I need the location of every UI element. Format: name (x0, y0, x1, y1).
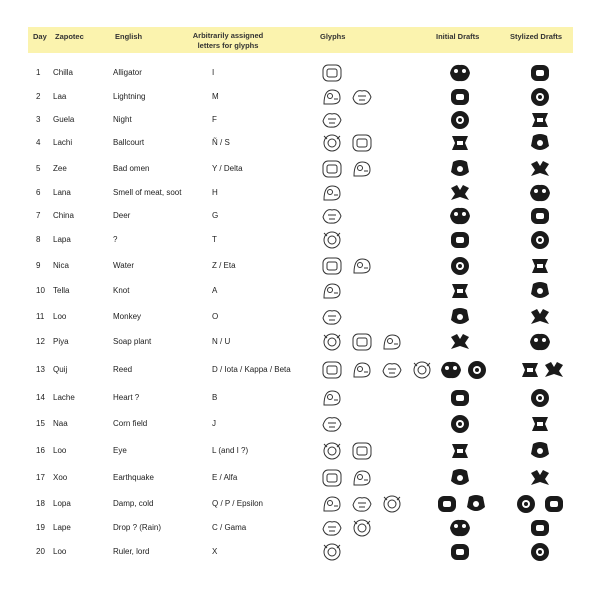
stylized-draft-icon (527, 517, 553, 539)
glyph-sketch-icon (320, 493, 344, 515)
glyph-sketch-icon (350, 440, 374, 462)
stylized-draft-icon (527, 306, 553, 328)
glyph-sketch-icon (320, 517, 344, 539)
glyph-sketch-icon (350, 467, 374, 489)
table-row (0, 183, 600, 203)
stylized-draft-icon (527, 387, 553, 409)
glyph-sketch-icon (320, 62, 344, 84)
glyph-sketch-icon (320, 229, 344, 251)
table-row (0, 110, 600, 130)
stylized-draft-icon (527, 280, 553, 302)
assigned-letters: L (and I ?) (212, 446, 249, 455)
glyph-sketch-icon (350, 158, 374, 180)
glyph-sketch-icon (320, 440, 344, 462)
table-row (0, 542, 600, 562)
assigned-letters: Q / P / Epsilon (212, 499, 263, 508)
glyph-sketch-icon (380, 331, 404, 353)
glyph-sketch-icon (320, 413, 344, 435)
stylized-draft-icon (527, 229, 553, 251)
header-letters-2: letters for glyphs (197, 41, 259, 50)
glyph-sketch-icon (320, 158, 344, 180)
stylized-draft-icon (541, 359, 567, 381)
english-meaning: Ruler, lord (113, 547, 150, 556)
zapotec-name: Quij (53, 365, 68, 374)
table-row (0, 206, 600, 226)
initial-draft-icon (447, 205, 473, 227)
zapotec-name: Laa (53, 92, 67, 101)
day-number: 6 (36, 188, 41, 197)
day-number: 4 (36, 138, 41, 147)
stylized-draft-icon (527, 440, 553, 462)
initial-draft-icon (447, 306, 473, 328)
english-meaning: Earthquake (113, 473, 154, 482)
zapotec-name: Lache (53, 393, 75, 402)
assigned-letters: N / U (212, 337, 231, 346)
table-row (0, 230, 600, 250)
initial-draft-icon (447, 62, 473, 84)
english-meaning: Heart ? (113, 393, 140, 402)
table-row (0, 360, 600, 380)
header-initial: Initial Drafts (436, 32, 480, 41)
table-row (0, 133, 600, 153)
zapotec-name: Chilla (53, 68, 74, 77)
english-meaning: Deer (113, 211, 131, 220)
stylized-draft-icon (527, 255, 553, 277)
initial-draft-icon (447, 517, 473, 539)
zapotec-name: Piya (53, 337, 69, 346)
assigned-letters: Z / Eta (212, 261, 236, 270)
glyph-sketch-icon (350, 132, 374, 154)
english-meaning: Knot (113, 286, 130, 295)
english-meaning: Water (113, 261, 135, 270)
zapotec-name: Lape (53, 523, 71, 532)
table-row (0, 468, 600, 488)
glyph-sketch-icon (320, 255, 344, 277)
day-number: 13 (36, 365, 45, 374)
assigned-letters: A (212, 286, 218, 295)
header-zapotec: Zapotec (55, 32, 84, 41)
initial-draft-icon (447, 440, 473, 462)
stylized-draft-icon (527, 86, 553, 108)
stylized-draft-icon (527, 413, 553, 435)
day-number: 20 (36, 547, 45, 556)
table-row (0, 518, 600, 538)
table-row (0, 307, 600, 327)
stylized-draft-icon (527, 132, 553, 154)
assigned-letters: J (212, 419, 216, 428)
table-row (0, 332, 600, 352)
initial-draft-icon (447, 182, 473, 204)
assigned-letters: T (212, 235, 217, 244)
english-meaning: Bad omen (113, 164, 150, 173)
glyph-sketch-icon (320, 359, 344, 381)
initial-draft-icon (464, 359, 490, 381)
table-header (28, 27, 573, 53)
english-meaning: Soap plant (113, 337, 152, 346)
stylized-draft-icon (541, 493, 567, 515)
initial-draft-icon (447, 331, 473, 353)
glyph-sketch-icon (320, 541, 344, 563)
glyph-sketch-icon (380, 493, 404, 515)
day-number: 11 (36, 312, 45, 321)
glyph-sketch-icon (320, 86, 344, 108)
english-meaning: Smell of meat, soot (113, 188, 182, 197)
assigned-letters: E / Alfa (212, 473, 238, 482)
glyph-sketch-icon (350, 255, 374, 277)
zapotec-name: Loo (53, 446, 67, 455)
english-meaning: Alligator (113, 68, 142, 77)
initial-draft-icon (447, 280, 473, 302)
initial-draft-icon (447, 541, 473, 563)
stylized-draft-icon (527, 331, 553, 353)
day-number: 1 (36, 68, 41, 77)
initial-draft-icon (447, 413, 473, 435)
day-number: 12 (36, 337, 45, 346)
zapotec-name: Lachi (53, 138, 73, 147)
glyph-sketch-icon (350, 493, 374, 515)
stylized-draft-icon (527, 205, 553, 227)
table-row (0, 281, 600, 301)
stylized-draft-icon (527, 109, 553, 131)
header-english: English (115, 32, 143, 41)
glyph-sketch-icon (320, 331, 344, 353)
zapotec-name: Zee (53, 164, 67, 173)
english-meaning: Damp, cold (113, 499, 154, 508)
table-row (0, 159, 600, 179)
english-meaning: Monkey (113, 312, 142, 321)
assigned-letters: D / Iota / Kappa / Beta (212, 365, 291, 374)
zapotec-name: Lapa (53, 235, 71, 244)
english-meaning: Night (113, 115, 132, 124)
glyph-sketch-icon (320, 280, 344, 302)
table-row (0, 494, 600, 514)
day-number: 10 (36, 286, 45, 295)
stylized-draft-icon (513, 493, 539, 515)
assigned-letters: O (212, 312, 219, 321)
initial-draft-icon (434, 493, 460, 515)
initial-draft-icon (463, 493, 489, 515)
zapotec-name: Nica (53, 261, 70, 270)
assigned-letters: G (212, 211, 219, 220)
stylized-draft-icon (527, 62, 553, 84)
assigned-letters: F (212, 115, 217, 124)
day-number: 5 (36, 164, 41, 173)
table-row (0, 256, 600, 276)
glyph-sketch-icon (350, 517, 374, 539)
stylized-draft-icon (527, 541, 553, 563)
glyph-sketch-icon (320, 306, 344, 328)
day-number: 2 (36, 92, 41, 101)
english-meaning: Drop ? (Rain) (113, 523, 162, 532)
assigned-letters: C / Gama (212, 523, 247, 532)
assigned-letters: Y / Delta (212, 164, 243, 173)
english-meaning: Ballcourt (113, 138, 145, 147)
initial-draft-icon (438, 359, 464, 381)
english-meaning: Reed (113, 365, 133, 374)
initial-draft-icon (447, 109, 473, 131)
assigned-letters: I (212, 68, 215, 77)
table-row (0, 388, 600, 408)
assigned-letters: X (212, 547, 218, 556)
glyph-sketch-icon (320, 109, 344, 131)
zapotec-name: Guela (53, 115, 75, 124)
zapotec-name: Loo (53, 312, 67, 321)
assigned-letters: Ñ / S (212, 138, 230, 147)
glyph-sketch-icon (320, 205, 344, 227)
stylized-draft-icon (517, 359, 543, 381)
glyph-sketch-icon (410, 359, 434, 381)
header-stylized: Stylized Drafts (510, 32, 563, 41)
zapotec-name: Naa (53, 419, 68, 428)
assigned-letters: H (212, 188, 218, 197)
day-number: 17 (36, 473, 45, 482)
english-meaning: Corn field (113, 419, 148, 428)
zapotec-name: Lana (53, 188, 71, 197)
initial-draft-icon (447, 158, 473, 180)
initial-draft-icon (447, 86, 473, 108)
zapotec-name: China (53, 211, 74, 220)
glyph-sketch-icon (320, 132, 344, 154)
glyph-sketch-icon (320, 387, 344, 409)
initial-draft-icon (447, 229, 473, 251)
zapotec-name: Loo (53, 547, 67, 556)
stylized-draft-icon (527, 182, 553, 204)
glyph-sketch-icon (350, 359, 374, 381)
glyph-sketch-icon (320, 467, 344, 489)
initial-draft-icon (447, 467, 473, 489)
day-number: 19 (36, 523, 45, 532)
table-row (0, 63, 600, 83)
assigned-letters: B (212, 393, 218, 402)
day-number: 14 (36, 393, 45, 402)
table-row (0, 414, 600, 434)
zapotec-name: Xoo (53, 473, 68, 482)
assigned-letters: M (212, 92, 219, 101)
glyph-sketch-icon (350, 86, 374, 108)
english-meaning: Eye (113, 446, 127, 455)
glyph-sketch-icon (380, 359, 404, 381)
table-row (0, 441, 600, 461)
header-day: Day (33, 32, 47, 41)
day-number: 16 (36, 446, 45, 455)
day-number: 3 (36, 115, 41, 124)
initial-draft-icon (447, 132, 473, 154)
day-number: 9 (36, 261, 41, 270)
initial-draft-icon (447, 387, 473, 409)
stylized-draft-icon (527, 158, 553, 180)
table-row (0, 87, 600, 107)
glyph-sketch-icon (320, 182, 344, 204)
glyph-sketch-icon (350, 331, 374, 353)
english-meaning: ? (113, 235, 118, 244)
day-number: 8 (36, 235, 41, 244)
zapotec-name: Lopa (53, 499, 71, 508)
header-letters-1: Arbitrarily assigned (192, 31, 264, 40)
stylized-draft-icon (527, 467, 553, 489)
header-glyphs: Glyphs (320, 32, 346, 41)
zapotec-name: Tella (53, 286, 70, 295)
day-number: 15 (36, 419, 45, 428)
day-number: 18 (36, 499, 45, 508)
english-meaning: Lightning (113, 92, 146, 101)
initial-draft-icon (447, 255, 473, 277)
day-number: 7 (36, 211, 41, 220)
